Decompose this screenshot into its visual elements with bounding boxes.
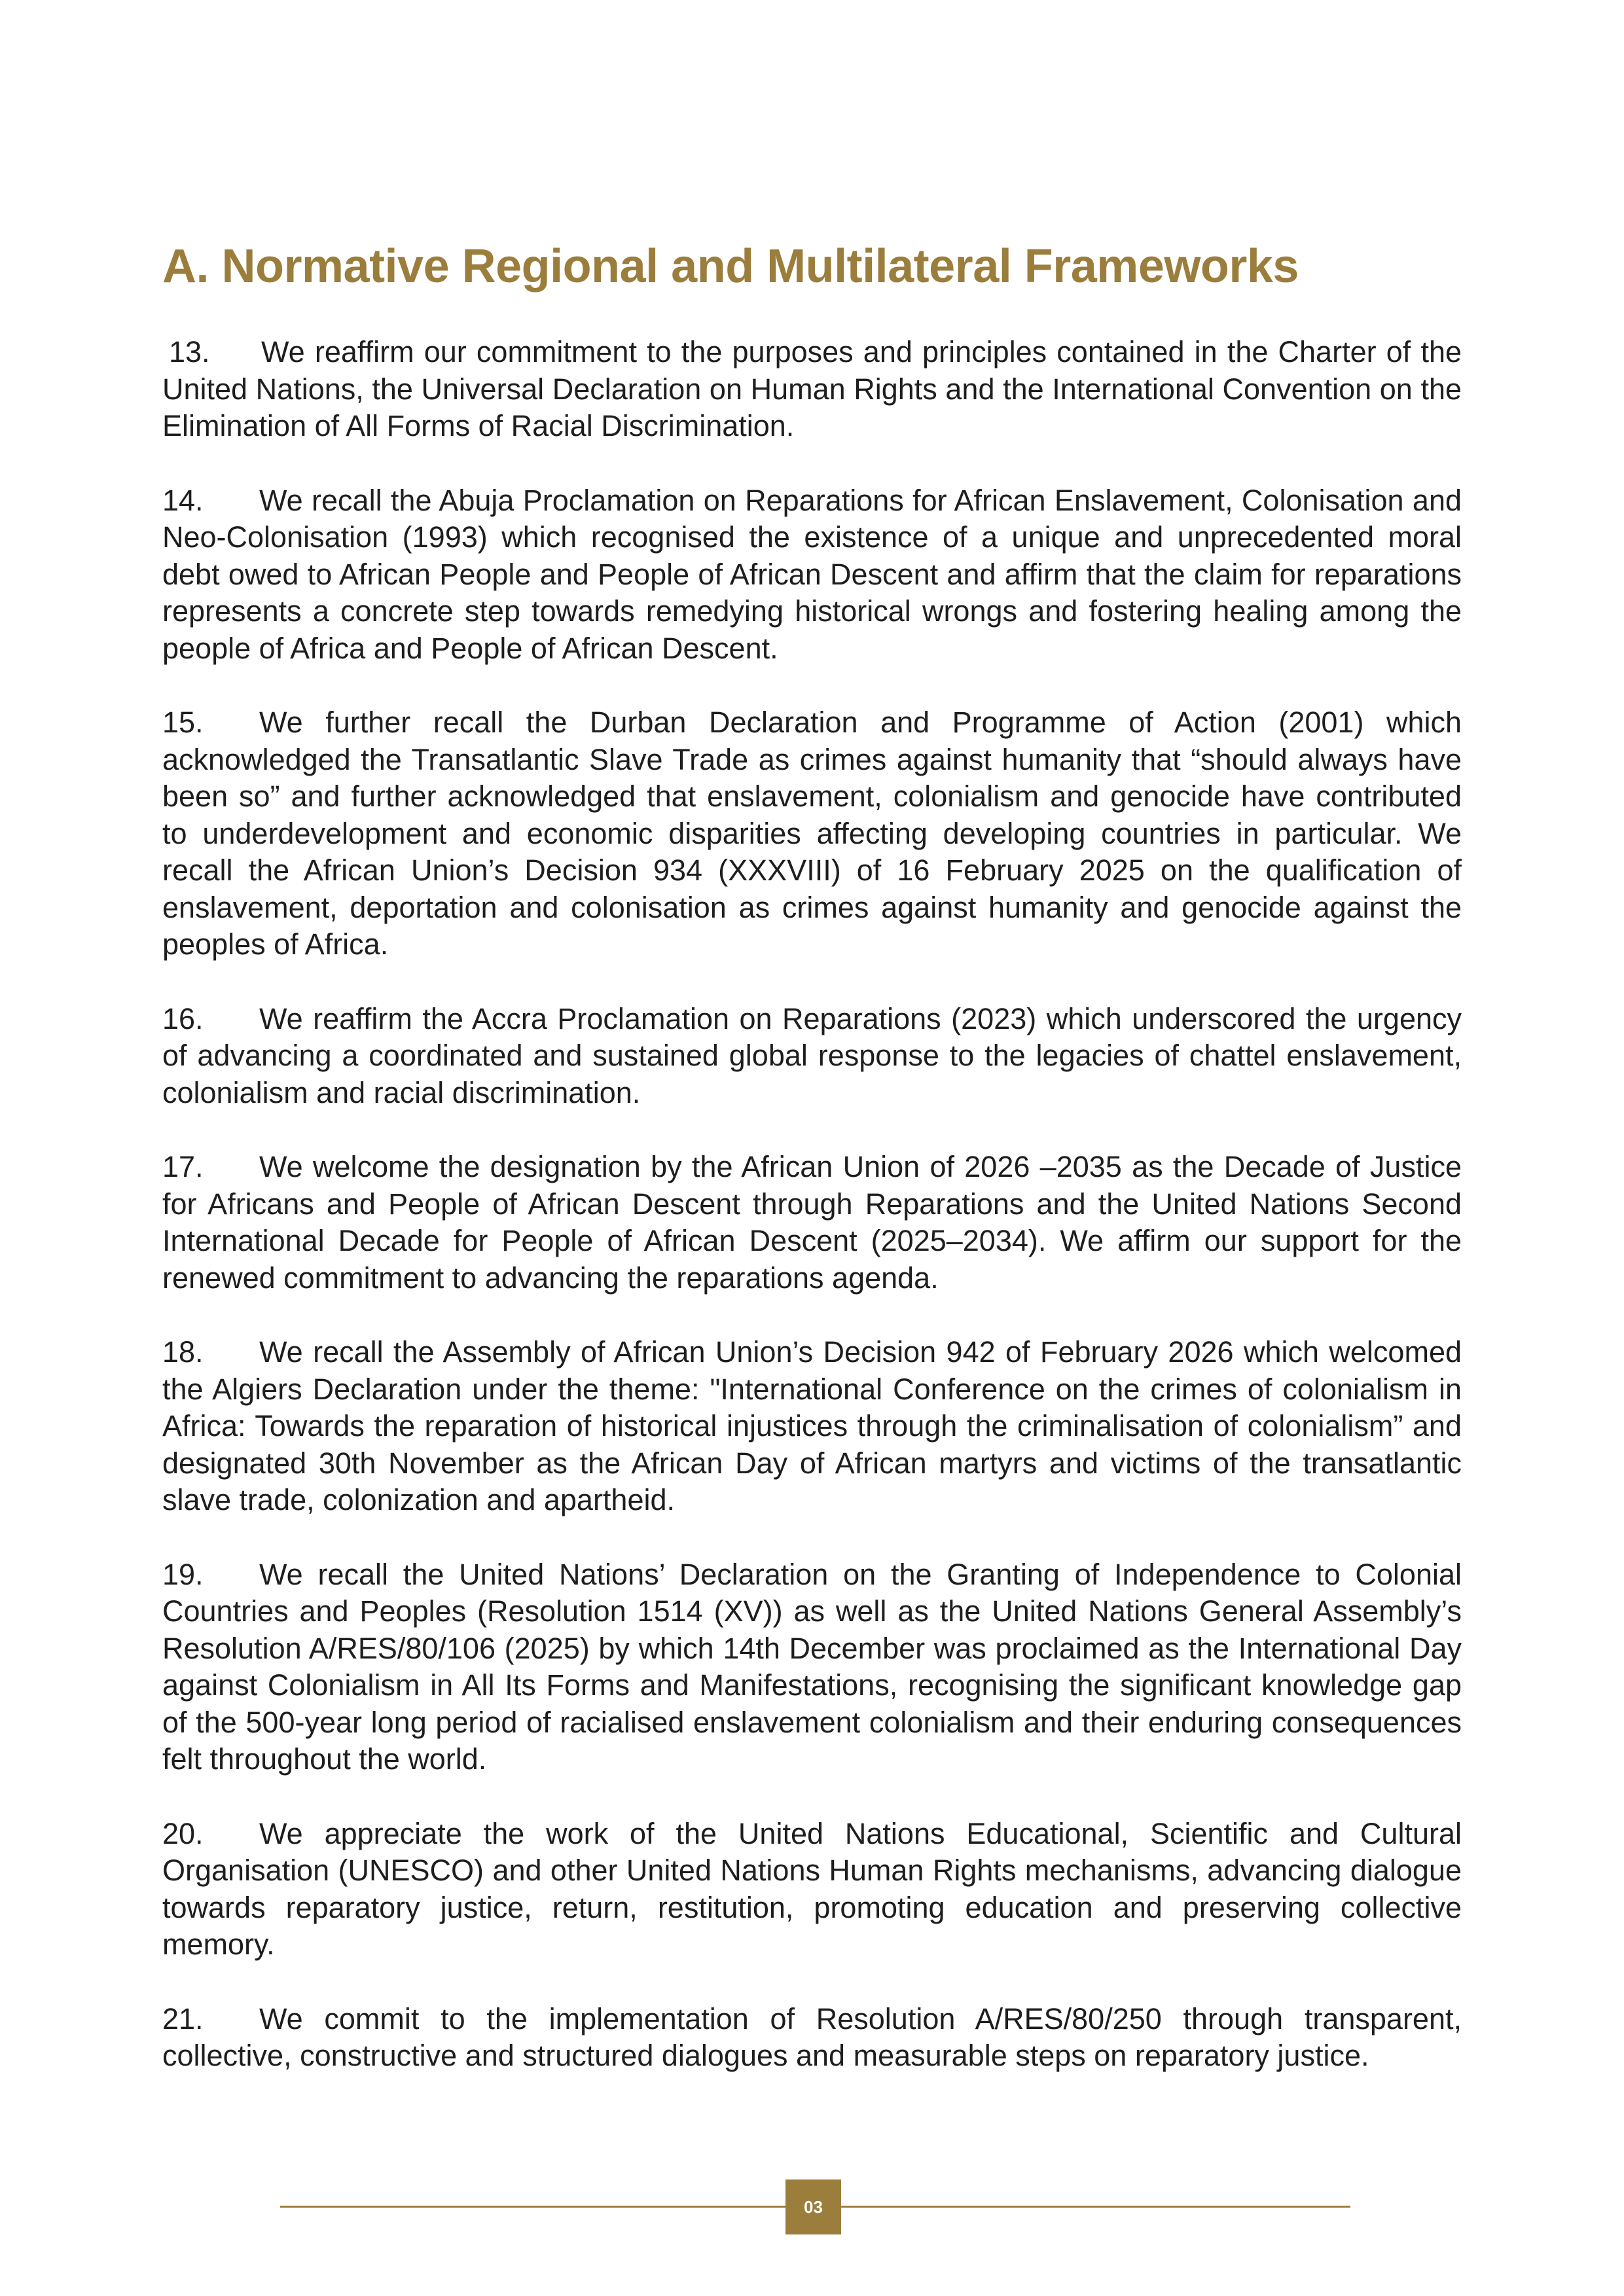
paragraph-20 [162, 1816, 1462, 1964]
section-heading: A. Normative Regional and Multilateral Frameworks [162, 240, 1299, 293]
paragraph-text: We further recall the Durban Declaration and Programme of Action (2001) which acknowledged the Transatlantic Slave Trade as crimes against humanity that “should always have been so” and further acknowledged that enslavement, colonialism and genocide have contributed to underdevelopment and economic disparities affecting developing countries in particular. We recall the African Union’s Decision 934 (XXXVIII) of 16 February 2025 on the qualification of enslavement, deportation and colonisation as crimes against humanity and genocide against the peoples of Africa. [162, 706, 1462, 961]
footer-divider-left [280, 2206, 785, 2208]
paragraph-text: We appreciate the work of the United Nations Educational, Scientific and Cultural Organisation (UNESCO) and other United Nations Human Rights mechanisms, advancing dialogue towards reparatory justice, return, restitution, promoting education and preserving collective memory. [162, 1816, 1462, 1961]
paragraph-text: We reaffirm our commitment to the purposes and principles contained in the Charter of the United Nations, the Universal Declaration on Human Rights and the International Convention on the Elimination of All Forms of Racial Discrimination. [162, 335, 1462, 442]
paragraph-list [162, 334, 1462, 2112]
paragraph-text: We recall the United Nations’ Declaration on the Granting of Independence to Colonial Countries and Peoples (Resolution 1514 (XV)) as well as the United Nations General Assembly’s Resolution A/RES/80/106 (2025) by which 14th December was proclaimed as the International Day against Colonialism in All Its Forms and Manifestations, recognising the significant knowledge gap of the 500-year long period of racialised enslavement colonialism and their enduring consequences felt throughout the world. [162, 1557, 1462, 1776]
paragraph-text: We recall the Abuja Proclamation on Reparations for African Enslavement, Colonisation and Neo-Colonisation (1993) which recognised the existence of a unique and unprecedented moral debt owed to African People and People of African Descent and affirm that the claim for reparations represents a concrete step towards remedying historical wrongs and fostering healing among the people of Africa and People of African Descent. [162, 483, 1462, 665]
paragraph-21 [162, 2001, 1462, 2075]
paragraph-text: We reaffirm the Accra Proclamation on Reparations (2023) which underscored the urgency of advancing a coordinated and sustained global response to the legacies of chattel enslavement, colonialism and racial discrimination. [162, 1001, 1462, 1109]
footer-divider-right [841, 2206, 1350, 2208]
paragraph-number: 15. [162, 706, 204, 739]
paragraph-number: 21. [162, 2001, 204, 2036]
paragraph-number: 19. [162, 1557, 204, 1591]
paragraph-number: 17. [162, 1150, 204, 1183]
paragraph-19 [162, 1556, 1462, 1778]
paragraph-18 [162, 1334, 1462, 1519]
paragraph-number: 14. [162, 483, 204, 517]
paragraph-16 [162, 1001, 1462, 1112]
paragraph-text: We recall the Assembly of African Union’s Decision 942 of February 2026 which welcomed the Algiers Declaration under the theme: "International Conference on the crimes of colonialism in Africa: Towards the reparation of historical injustices through the criminalisation of colonialism” and designated 30th November as the African Day of African martyrs and victims of the transatlantic slave trade, colonization and apartheid. [162, 1335, 1462, 1516]
paragraph-14 [162, 482, 1462, 668]
paragraph-text: We welcome the designation by the African Union of 2026 –2035 as the Decade of Justice for Africans and People of African Descent through Reparations and the United Nations Second International Decade for People of African Descent (2025–2034). We affirm our support for the renewed commitment to advancing the reparations agenda. [162, 1150, 1462, 1295]
page-number-badge: 03 [785, 2179, 841, 2234]
paragraph-17 [162, 1149, 1462, 1297]
paragraph-number: 20. [162, 1816, 204, 1850]
paragraph-13 [162, 334, 1462, 445]
paragraph-15 [162, 704, 1462, 963]
paragraph-text: We commit to the implementation of Resolution A/RES/80/250 through transparent, collective, constructive and structured dialogues and measurable steps on reparatory justice. [162, 2001, 1462, 2072]
paragraph-number: 13. [169, 335, 210, 368]
paragraph-number: 16. [162, 1001, 204, 1035]
paragraph-number: 18. [162, 1335, 204, 1369]
